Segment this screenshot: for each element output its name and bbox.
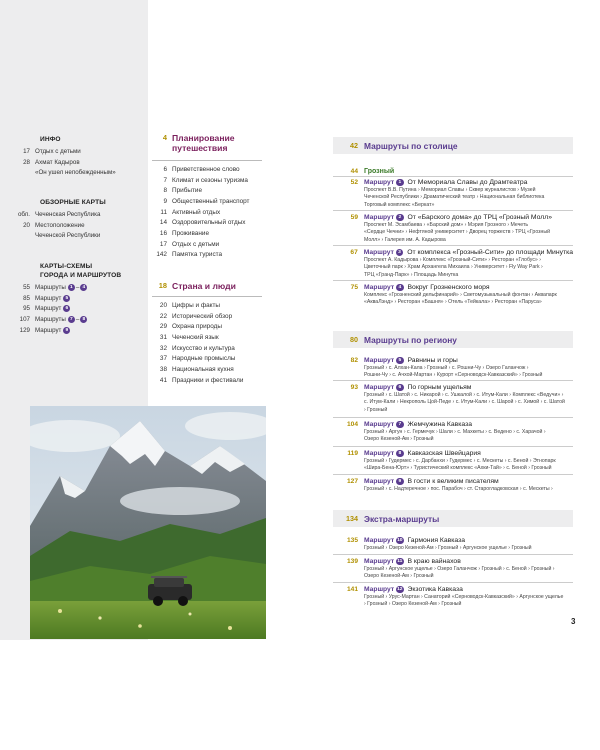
map-item[interactable]: обл. Чеченская Республика (17, 210, 101, 218)
planning-list (148, 164, 266, 260)
route-number-badge: 3 (396, 249, 403, 256)
route-number-badge: 2 (396, 214, 403, 221)
info-heading: ИНФО (40, 136, 61, 143)
route-entry[interactable]: 127 Маршрут 9 В гости к великим писателям Грозный › с. Надтеречное › пос. Парабоч › ст. Старогладковская › с. Мескеты › (346, 478, 553, 492)
route-number-badge: 12 (397, 586, 403, 592)
divider (333, 474, 573, 475)
route-number-badge: 6 (63, 305, 70, 312)
route-maps-section (0, 262, 148, 336)
route-number-badge: 9 (63, 327, 70, 334)
route-number-badge: 10 (397, 537, 403, 543)
country-heading[interactable]: 18 Страна и люди (158, 281, 236, 291)
toc-item[interactable]: 11 Активный отдых (160, 208, 221, 216)
toc-item[interactable]: 142 Памятка туриста (156, 251, 223, 259)
toc-item[interactable]: 22 Исторический обзор (159, 312, 233, 320)
route-entry[interactable]: 135 Маршрут 10 Гармония Кавказа Грозный › Озеро Кезеной-Ам › Грозный › Аргунское ущелье › Грозный (346, 537, 532, 551)
toc-item[interactable]: 7 Климат и сезоны туризма (163, 176, 248, 184)
divider (333, 446, 573, 447)
route-number-badge: 7 (68, 316, 75, 323)
toc-item[interactable]: 31 Чеченский язык (159, 333, 219, 341)
schemes-heading-line1: КАРТЫ-СХЕМЫ (40, 263, 93, 270)
toc-item[interactable]: 6 Приветственное слово (163, 165, 240, 173)
route-map-item[interactable]: 55 Маршруты 1 – 4 (0, 282, 148, 293)
route-number-badge: 1 (68, 284, 75, 291)
divider (333, 417, 573, 418)
route-entry[interactable]: 82 Маршрут 5 Равнины и горы Грозный › с. Алхан-Кала › Грозный › с. Рошни-Чу › Озеро Галанчож › Рошни-Чу › с. Ачхой-Мартан › Курорт «Серноводск-Кавказский» › Грозный (350, 357, 543, 379)
toc-item[interactable]: 41 Праздники и фестивали (159, 376, 244, 384)
capital-section-band[interactable]: 42 Маршруты по столице (333, 137, 573, 154)
route-entry[interactable]: 141 Маршрут 12 Экзотика Кавказа Грозный › Урус-Мартан › Санаторий «Серноводск-Кавказский» › Аргунское ущелье › Грозный › Озеро Кезеной-Ам › Грозный (346, 586, 564, 608)
divider (333, 554, 573, 555)
city-subheading[interactable]: 44 Грозный (350, 167, 395, 175)
route-entry[interactable]: 139 Маршрут 11 В краю вайнахов Грозный › Аргунское ущелье › Озеро Галанчож › Грозный › с. Беной › Грозный › Озеро Кезеной-Ам › Грозный (346, 558, 555, 580)
mountain-photo (30, 406, 266, 639)
toc-item[interactable]: 17 Отдых с детьми (159, 240, 220, 248)
toc-item[interactable]: 29 Охрана природы (159, 323, 222, 331)
overview-maps-section (0, 198, 148, 241)
planning-section (148, 133, 266, 153)
divider (152, 160, 262, 161)
info-section (0, 135, 148, 178)
route-map-item[interactable]: 85 Маршрут 5 (0, 293, 148, 304)
divider (333, 280, 573, 281)
map-item[interactable]: 20 Местоположение (23, 221, 85, 229)
maps-heading: ОБЗОРНЫЕ КАРТЫ (40, 199, 106, 206)
divider (333, 380, 573, 381)
toc-item[interactable]: 20 Цифры и факты (159, 301, 221, 309)
route-entry[interactable]: 93 Маршрут 6 По горным ущельям Грозный › с. Шатой › с. Никарой › с. Ушкалой › с. Итум-Кали › Комплекс «Ведучи» › с. Итум-Кали › Некрополь Цой-Педе › с. Итум-Кали › с. Шарой › с. Химой › с. Шатой › Грозный (350, 384, 565, 413)
route-map-item[interactable]: 95 Маршрут 6 (0, 304, 148, 315)
toc-item[interactable]: 38 Национальная кухня (159, 365, 234, 373)
toc-item[interactable]: 32 Искусство и культура (159, 344, 235, 352)
route-entry[interactable]: 104 Маршрут 7 Жемчужина Кавказа Грозный › Аргун › с. Гермечук › Шали › с. Махкеты › с. Ведено › с. Харачой › Озеро Кезеной-Ам › Грозный (346, 421, 546, 443)
route-number-badge: 6 (396, 384, 403, 391)
toc-item[interactable]: 37 Народные промыслы (159, 355, 236, 363)
divider (333, 245, 573, 246)
extra-section-band[interactable]: 134 Экстра-маршруты (333, 510, 573, 527)
toc-item[interactable]: 16 Проживание (159, 229, 210, 237)
route-number-badge: 11 (397, 558, 403, 564)
divider (333, 582, 573, 583)
route-number-badge: 5 (396, 357, 403, 364)
route-map-item[interactable]: 107 Маршруты 7 – 8 (0, 314, 148, 325)
divider (333, 176, 573, 177)
route-number-badge: 4 (80, 284, 87, 291)
planning-heading[interactable]: 4 Планирование путешествия (162, 133, 235, 153)
route-entry[interactable]: 59 Маршрут 2 От «Барского дома» до ТРЦ «Грозный Молл» Проспект М. Эсамбаева › «Барский дом» › Мэрия Грозного › Мечеть «Сердце Чечни» › Нефтяной университет › Дворец торжеств › ТРЦ «Грозный Молл» › Галерея им. А. Кадырова (350, 214, 553, 243)
info-item[interactable]: 17 Отдых с детьми (23, 147, 81, 155)
divider (333, 210, 573, 211)
region-section-band[interactable]: 80 Маршруты по региону (333, 331, 573, 348)
route-number-badge: 1 (396, 179, 403, 186)
route-map-item[interactable]: 129 Маршрут 9 (0, 325, 148, 336)
divider (152, 296, 262, 297)
toc-item[interactable]: 14 Оздоровительный отдых (159, 219, 246, 227)
page-number: 3 (571, 617, 576, 626)
info-item[interactable]: «Он ушел непобежденным» (35, 169, 116, 177)
route-number-badge: 9 (396, 478, 403, 485)
schemes-heading-line2: ГОРОДА И МАРШРУТОВ (40, 272, 122, 279)
map-item[interactable]: Чеченской Республики (35, 232, 101, 240)
route-entry[interactable]: 52 Маршрут 1 От Мемориала Славы до Драмтеатра Проспект В.В. Путина › Мемориал Славы › Сквер журналистов › Музей Чеченской Республики › Драматический театр › Национальная библиотека Торговый комплекс «Беркат» (350, 179, 545, 208)
info-item[interactable]: 28 Ахмат Кадыров (23, 158, 80, 166)
route-entry[interactable]: 119 Маршрут 8 Кавказская Швейцария Грозный › Гудермес › с. Дарбанхи › Гудермес › с. Мескеты › с. Беной › Этнопарк «Шира-Бена-Юрт» › Туристический комплекс «Ахки-Тай» › с. Беной › Грозный (347, 450, 556, 472)
route-number-badge: 5 (63, 295, 70, 302)
toc-item[interactable]: 9 Общественный транспорт (163, 197, 250, 205)
toc-item[interactable]: 8 Прибытие (163, 187, 203, 195)
route-entry[interactable]: 75 Маршрут 4 Вокруг Грозненского моря Комплекс «Грозненский дельфинарий» › Светомузыкальный фонтан › Аквапарк «АкваЛэнд» › Ресторан «Башня» › Отель «Тейкала» › Ресторан «Паруса» (350, 284, 557, 306)
route-number-badge: 4 (396, 284, 403, 291)
route-number-badge: 7 (396, 421, 403, 428)
route-number-badge: 8 (80, 316, 87, 323)
country-list (148, 300, 266, 386)
route-number-badge: 8 (396, 450, 403, 457)
mountain-landscape-image (30, 406, 266, 639)
middle-column (148, 0, 266, 400)
route-entry[interactable]: 67 Маршрут 3 От комплекса «Грозный-Сити» до площади Минутка Проспект А. Кадырова › Комплекс «Грозный-Сити» › Ресторан «Глобус» › Цветочный парк › Храм Архангела Михаила › Университет › Fly Way Park › ТРЦ «Гранд-Парк» › Площадь Минутка (350, 249, 573, 278)
